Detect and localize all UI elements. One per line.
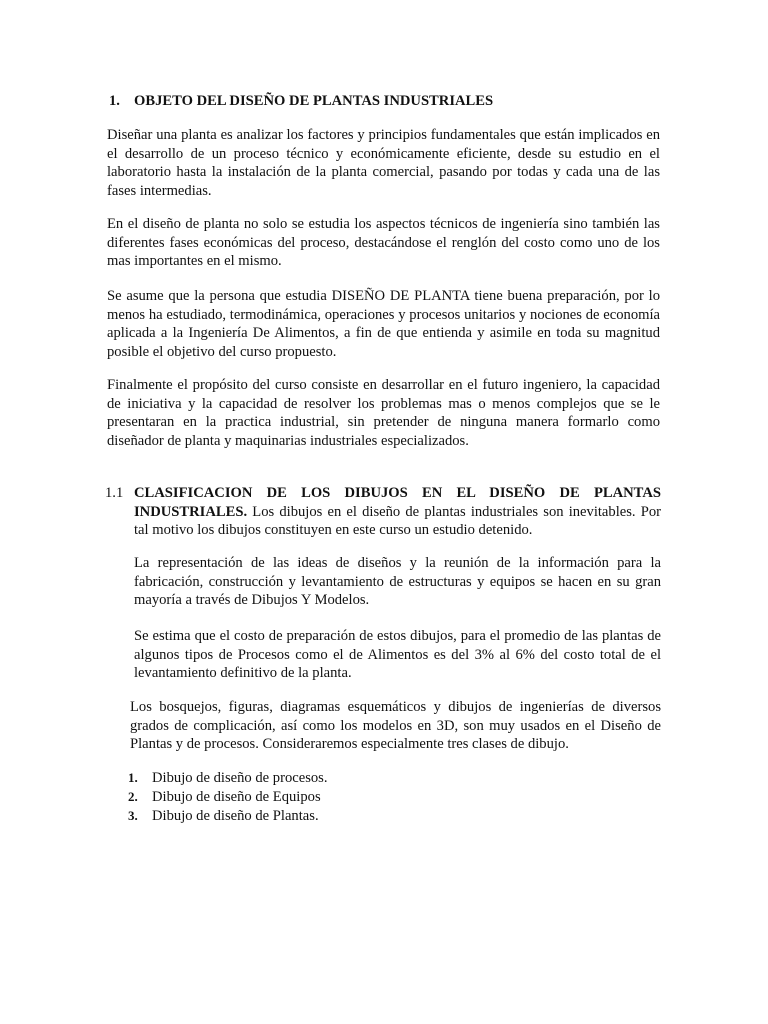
list-item (128, 788, 328, 807)
section-1-title: OBJETO DEL DISEÑO DE PLANTAS INDUSTRIALES (134, 93, 494, 109)
section-1-heading (109, 92, 493, 111)
section-1-paragraph-2: En el diseño de planta no solo se estudia los aspectos técnicos de ingeniería sino también las diferentes fases económicas del proceso, destacándose el renglón del costo como uno de los mas importantes en el mismo. (107, 216, 660, 270)
list-item-number: 2. (128, 789, 138, 805)
section-1-1-number: 1.1 (105, 485, 124, 501)
section-1-paragraph-3: Se asume que la persona que estudia DISEÑO DE PLANTA tiene buena preparación, por lo menos ha estudiado, termodinámica, operaciones y procesos unitarios y nociones de economía aplicada a la Ingeniería De Alimentos, a fin de que entienda y asimile en toda su magnitud posible el objetivo del curso propuesto. (107, 288, 660, 360)
list-item-text: Dibujo de diseño de Plantas. (152, 808, 319, 825)
list-item-number: 3. (128, 808, 138, 824)
section-1-1-title: CLASIFICACION DE LOS DIBUJOS EN EL DISEÑO DE PLANTAS INDUSTRIALES. (134, 485, 661, 520)
section-1-number: 1. (109, 93, 120, 109)
drawing-types-list (128, 769, 328, 827)
list-item-number: 1. (128, 770, 138, 785)
list-item-text: Dibujo de diseño de procesos. (152, 770, 328, 786)
list-item-text: Dibujo de diseño de Equipos (152, 789, 321, 806)
section-1-1-intro: Los dibujos en el diseño de plantas industriales son inevitables. Por tal motivo los dibujos constituyen en este curso un estudio detenido. (134, 503, 661, 539)
section-1-1-heading-paragraph (134, 484, 661, 540)
section-1-1-paragraph-2: Se estima que el costo de preparación de estos dibujos, para el promedio de las plantas de algunos tipos de Procesos como el de Alimentos es del 3% al 6% del costo total de el levantamiento definitivo de la planta. (134, 628, 661, 682)
section-1-paragraph-4: Finalmente el propósito del curso consiste en desarrollar en el futuro ingeniero, la capacidad de iniciativa y la capacidad de resolver los problemas mas o menos complejos que se le presentaran en la practica industrial, sin pretender de ninguna manera formarlo como diseñador de planta y maquinarias industriales especializados. (107, 377, 660, 449)
section-1-1-paragraph-1: La representación de las ideas de diseños y la reunión de la información para la fabricación, construcción y levantamiento de estructuras y equipos se hacen en su gran mayoría a través de Dibujos Y Modelos. (134, 555, 661, 609)
list-item (128, 769, 328, 788)
list-item (128, 807, 328, 826)
section-1-paragraph-1: Diseñar una planta es analizar los factores y principios fundamentales que están implicados en el desarrollo de un proceso técnico y económicamente eficiente, desde su estudio en el laboratorio hasta la instalación de la planta comercial, pasando por todas y cada una de las fases intermedias. (107, 127, 660, 199)
section-1-1-paragraph-3: Los bosquejos, figuras, diagramas esquemáticos y dibujos de ingenierías de diversos grados de complicación, así como los modelos en 3D, son muy usados en el Diseño de Plantas y de procesos. Consideraremos especialmente tres clases de dibujo. (130, 699, 661, 753)
